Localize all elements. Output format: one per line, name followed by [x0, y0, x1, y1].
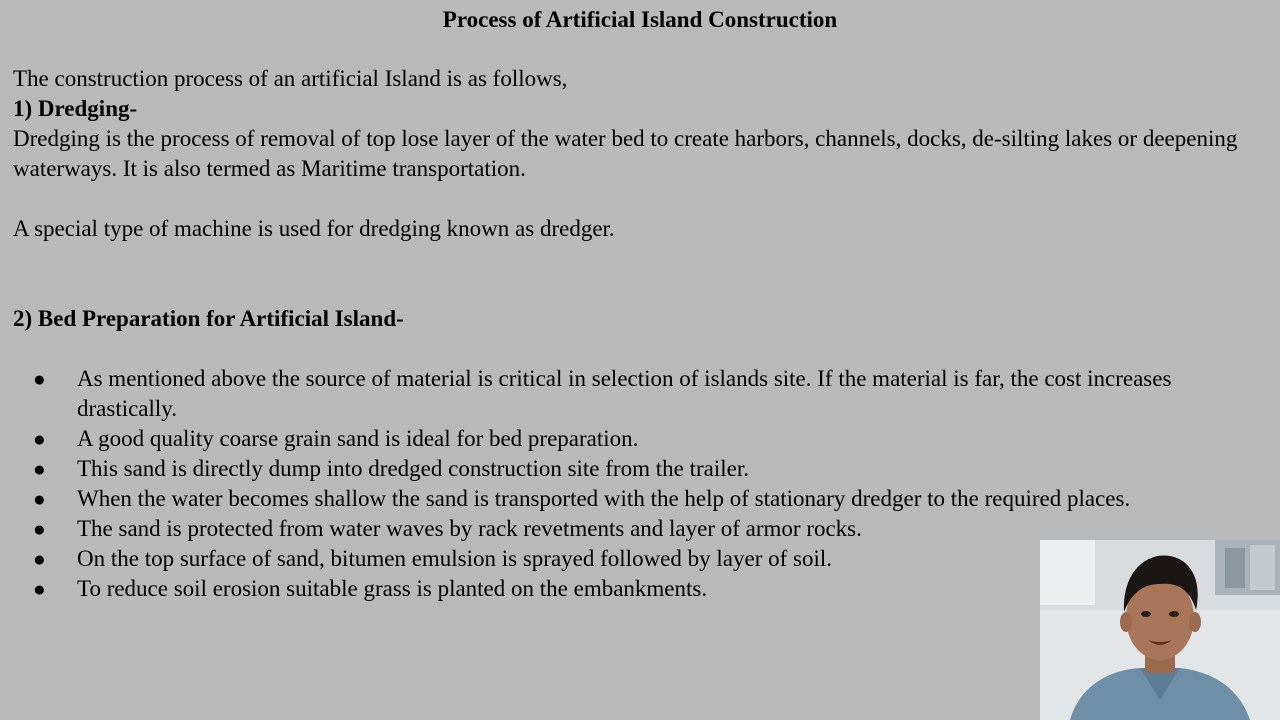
intro-text: The construction process of an artificial Island is as follows, [13, 66, 568, 91]
bullet-icon: ● [33, 487, 46, 511]
section-heading-dredging: 1) Dredging- [13, 96, 138, 121]
list-item-text: As mentioned above the source of material is critical in selection of islands site. If the material is far, the cost increases drastically. [77, 366, 1172, 421]
section-heading-bed-preparation: 2) Bed Preparation for Artificial Island- [13, 306, 404, 331]
bullet-icon: ● [33, 547, 46, 571]
spacer [13, 184, 1268, 214]
list-item [13, 484, 1268, 514]
bullet-icon: ● [33, 517, 46, 541]
dredger-paragraph: A special type of machine is used for dredging known as dredger. [13, 216, 615, 241]
page-title: Process of Artificial Island Construction [442, 7, 838, 32]
webcam-overlay [1040, 540, 1280, 720]
bullet-icon: ● [33, 427, 46, 451]
list-item-text: The sand is protected from water waves by rack revetments and layer of armor rocks. [77, 516, 862, 541]
dredging-paragraph: Dredging is the process of removal of top lose layer of the water bed to create harbors, channels, docks, de-silting lakes or deepening waterways. It is also termed as Maritime transportation. [13, 126, 1238, 181]
document-body [13, 64, 1268, 604]
list-item [13, 364, 1268, 424]
bullet-icon: ● [33, 367, 46, 391]
bullet-icon: ● [33, 577, 46, 601]
list-item-text: This sand is directly dump into dredged construction site from the trailer. [77, 456, 749, 481]
spacer [13, 244, 1268, 304]
list-item-text: To reduce soil erosion suitable grass is planted on the embankments. [77, 576, 708, 601]
spacer [13, 334, 1268, 364]
list-item [13, 454, 1268, 484]
presenter-video-icon [1040, 540, 1280, 720]
bullet-icon: ● [33, 457, 46, 481]
list-item [13, 424, 1268, 454]
list-item-text: When the water becomes shallow the sand is transported with the help of stationary dredger to the required places. [77, 486, 1131, 511]
list-item-text: On the top surface of sand, bitumen emulsion is sprayed followed by layer of soil. [77, 546, 833, 571]
list-item-text: A good quality coarse grain sand is ideal for bed preparation. [77, 426, 639, 451]
